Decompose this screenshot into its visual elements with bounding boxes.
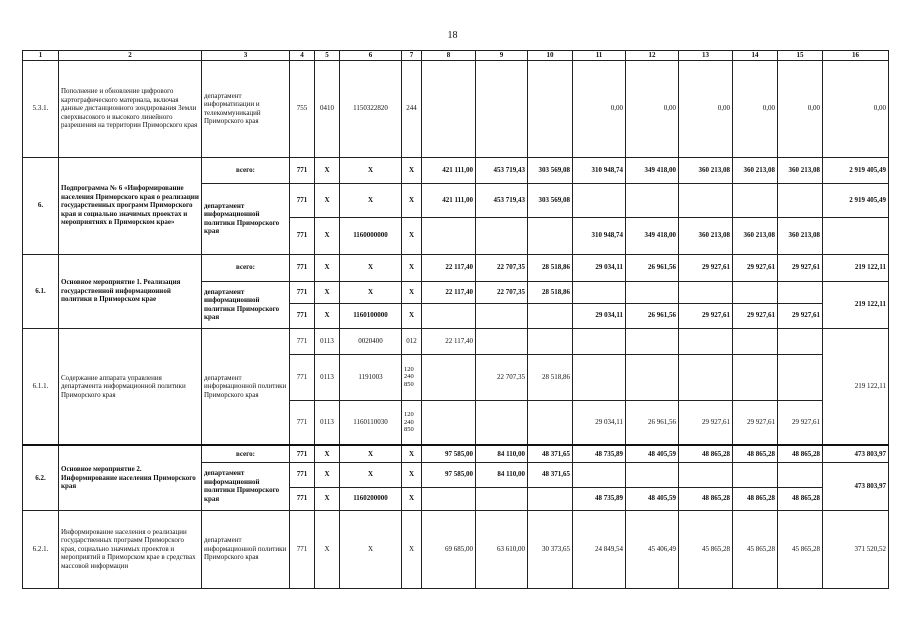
cell: 97 585,00 — [422, 462, 476, 487]
cell: X — [315, 445, 340, 462]
cell: 22 707,35 — [476, 254, 528, 281]
cell: X — [340, 157, 402, 183]
header-row — [23, 51, 889, 61]
cell: 48 405,59 — [626, 487, 679, 510]
cell: 30 373,65 — [528, 510, 573, 588]
cell — [733, 354, 778, 400]
header-cell: 11 — [573, 51, 626, 61]
cell: 48 371,65 — [528, 445, 573, 462]
cell — [476, 400, 528, 445]
cell: X — [402, 157, 422, 183]
cell: 421 111,00 — [422, 183, 476, 217]
cell: X — [402, 510, 422, 588]
cell: X — [315, 303, 340, 328]
cell — [626, 281, 679, 303]
cell: 771 — [290, 157, 315, 183]
cell: X — [315, 462, 340, 487]
row-dept: департамент информатизации и телекоммуникаций Приморского края — [202, 60, 290, 157]
cell — [528, 303, 573, 328]
cell: 48 735,89 — [573, 487, 626, 510]
cell: 371 520,52 — [823, 510, 889, 588]
row-name: Информирование населения о реализации государственных программ Приморского края, социально значимых проектов и мероприятий в Приморском крае в средствах массовой информации — [59, 510, 202, 588]
cell: X — [315, 183, 340, 217]
cell — [528, 217, 573, 254]
table-row — [23, 157, 889, 183]
cell — [679, 462, 733, 487]
cell: 24 849,54 — [573, 510, 626, 588]
cell: 29 927,61 — [733, 254, 778, 281]
cell: 0,00 — [823, 60, 889, 157]
header-cell: 1 — [23, 51, 59, 61]
cell: 771 — [290, 462, 315, 487]
cell — [778, 281, 823, 303]
cell: 012 — [402, 328, 422, 354]
table-row — [23, 445, 889, 462]
row-number: 6.2.1. — [23, 510, 59, 588]
cell: 48 865,28 — [778, 445, 823, 462]
row-dept: департамент информационной политики Приморского края — [202, 281, 290, 328]
header-cell: 7 — [402, 51, 422, 61]
cell: 771 — [290, 183, 315, 217]
table-row — [23, 328, 889, 354]
cell: 0113 — [315, 400, 340, 445]
cell: 0,00 — [778, 60, 823, 157]
cell: 48 405,59 — [626, 445, 679, 462]
cell: 48 371,65 — [528, 462, 573, 487]
cell — [573, 354, 626, 400]
cell — [422, 354, 476, 400]
total-label: всего: — [202, 445, 290, 462]
cell: X — [315, 487, 340, 510]
cell: 1191003 — [340, 354, 402, 400]
cell: 29 034,11 — [573, 254, 626, 281]
cell: 29 034,11 — [573, 400, 626, 445]
total-label: всего: — [202, 254, 290, 281]
cell — [733, 281, 778, 303]
cell — [733, 183, 778, 217]
cell: 771 — [290, 510, 315, 588]
header-cell: 8 — [422, 51, 476, 61]
cell: X — [340, 183, 402, 217]
cell: 755 — [290, 60, 315, 157]
cell — [422, 217, 476, 254]
cell: 421 111,00 — [422, 157, 476, 183]
cell: X — [402, 254, 422, 281]
row-dept: департамент информационной политики Приморского края — [202, 328, 290, 445]
cell: 45 865,28 — [778, 510, 823, 588]
header-cell: 3 — [202, 51, 290, 61]
cell: 22 117,40 — [422, 328, 476, 354]
cell: X — [402, 487, 422, 510]
cell: X — [315, 157, 340, 183]
cell: 29 927,61 — [778, 303, 823, 328]
cell: 120 240 850 — [402, 400, 422, 445]
cell: 26 961,56 — [626, 303, 679, 328]
cell: 771 — [290, 303, 315, 328]
cell: X — [340, 445, 402, 462]
cell: 1160110030 — [340, 400, 402, 445]
header-cell: 5 — [315, 51, 340, 61]
cell — [626, 462, 679, 487]
cell: X — [340, 510, 402, 588]
header-cell: 10 — [528, 51, 573, 61]
row-dept: департамент информационной политики Приморского края — [202, 183, 290, 254]
cell: 45 865,28 — [733, 510, 778, 588]
cell: 97 585,00 — [422, 445, 476, 462]
cell: 0020400 — [340, 328, 402, 354]
cell: 48 735,89 — [573, 445, 626, 462]
row-dept: департамент информационной политики Приморского края — [202, 510, 290, 588]
cell: 771 — [290, 281, 315, 303]
row-number: 6.2. — [23, 445, 59, 510]
cell: 29 927,61 — [733, 400, 778, 445]
cell: 0,00 — [679, 60, 733, 157]
cell: X — [340, 462, 402, 487]
cell: 48 865,28 — [679, 487, 733, 510]
cell: 453 719,43 — [476, 183, 528, 217]
cell: 28 518,86 — [528, 354, 573, 400]
cell — [778, 183, 823, 217]
cell: 360 213,08 — [778, 157, 823, 183]
cell: 29 927,61 — [679, 400, 733, 445]
header-cell: 12 — [626, 51, 679, 61]
cell: 29 927,61 — [778, 254, 823, 281]
header-cell: 2 — [59, 51, 202, 61]
row-name: Основное мероприятие 2. Информирование населения Приморского края — [59, 445, 202, 510]
cell: 0,00 — [733, 60, 778, 157]
header-cell: 16 — [823, 51, 889, 61]
cell: 22 707,35 — [476, 281, 528, 303]
cell — [626, 183, 679, 217]
cell: 2 919 405,49 — [823, 183, 889, 217]
cell: 0113 — [315, 354, 340, 400]
cell: 22 117,40 — [422, 254, 476, 281]
cell: 29 927,61 — [679, 254, 733, 281]
cell: X — [315, 510, 340, 588]
cell: 219 122,11 — [823, 328, 889, 445]
cell: X — [340, 281, 402, 303]
cell: 48 865,28 — [778, 487, 823, 510]
header-cell: 4 — [290, 51, 315, 61]
cell: 48 865,28 — [733, 487, 778, 510]
cell: X — [315, 281, 340, 303]
cell: 360 213,08 — [778, 217, 823, 254]
cell: 69 685,00 — [422, 510, 476, 588]
row-number: 5.3.1. — [23, 60, 59, 157]
cell: 2 919 405,49 — [823, 157, 889, 183]
cell: 473 803,97 — [823, 445, 889, 462]
header-cell: 13 — [679, 51, 733, 61]
cell: 219 122,11 — [823, 281, 889, 328]
cell: X — [315, 254, 340, 281]
table-row — [23, 510, 889, 588]
cell: 120 240 850 — [402, 354, 422, 400]
row-name: Содержание аппарата управления департамента информационной политики Приморского края — [59, 328, 202, 445]
row-number: 6.1. — [23, 254, 59, 328]
cell — [476, 217, 528, 254]
cell: 310 948,74 — [573, 157, 626, 183]
cell: 771 — [290, 217, 315, 254]
row-name: Подпрограмма № 6 «Информирование населения Приморского края о реализации государственных программ Приморского края и социально значимых проектах и мероприятиях в Приморском крае» — [59, 157, 202, 254]
cell: 771 — [290, 445, 315, 462]
cell: 303 569,08 — [528, 157, 573, 183]
cell: X — [402, 183, 422, 217]
table-row — [23, 60, 889, 157]
cell: X — [402, 281, 422, 303]
table-row — [23, 254, 889, 281]
cell — [528, 328, 573, 354]
cell: X — [402, 303, 422, 328]
cell: 28 518,86 — [528, 281, 573, 303]
cell: 29 034,11 — [573, 303, 626, 328]
cell — [733, 328, 778, 354]
cell: 349 418,00 — [626, 157, 679, 183]
cell: 771 — [290, 328, 315, 354]
cell: 473 803,97 — [823, 462, 889, 510]
cell: 360 213,08 — [679, 217, 733, 254]
cell: 1160200000 — [340, 487, 402, 510]
cell: 360 213,08 — [679, 157, 733, 183]
cell — [778, 462, 823, 487]
budget-table — [22, 50, 889, 589]
cell — [476, 60, 528, 157]
cell — [573, 462, 626, 487]
header-cell: 9 — [476, 51, 528, 61]
cell: 453 719,43 — [476, 157, 528, 183]
header-cell: 15 — [778, 51, 823, 61]
cell: 29 927,61 — [778, 400, 823, 445]
cell: 1150322820 — [340, 60, 402, 157]
cell — [778, 354, 823, 400]
row-name: Пополнение и обновление цифрового картографического материала, включая данные дистанционного зондирования Земли сверхвысокого и высокого линейного разрешения на территории Приморского края — [59, 60, 202, 157]
cell: 22 117,40 — [422, 281, 476, 303]
cell — [476, 487, 528, 510]
cell: 26 961,56 — [626, 254, 679, 281]
cell: 0410 — [315, 60, 340, 157]
cell: 771 — [290, 254, 315, 281]
cell: 29 927,61 — [733, 303, 778, 328]
cell: X — [402, 217, 422, 254]
cell — [679, 354, 733, 400]
cell — [679, 281, 733, 303]
total-label: всего: — [202, 157, 290, 183]
cell — [422, 303, 476, 328]
cell: 26 961,56 — [626, 400, 679, 445]
cell: 771 — [290, 487, 315, 510]
cell — [476, 303, 528, 328]
cell — [422, 400, 476, 445]
cell: 303 569,08 — [528, 183, 573, 217]
cell — [733, 462, 778, 487]
cell: X — [402, 445, 422, 462]
cell — [823, 217, 889, 254]
cell: 48 865,28 — [679, 445, 733, 462]
cell: 360 213,08 — [733, 217, 778, 254]
cell — [573, 183, 626, 217]
cell: 771 — [290, 400, 315, 445]
cell: 45 406,49 — [626, 510, 679, 588]
cell — [422, 487, 476, 510]
row-dept: департамент информационной политики Приморского края — [202, 462, 290, 510]
cell — [778, 328, 823, 354]
cell: X — [402, 462, 422, 487]
cell: 84 110,00 — [476, 462, 528, 487]
cell: 84 110,00 — [476, 445, 528, 462]
cell: 1160100000 — [340, 303, 402, 328]
cell — [626, 328, 679, 354]
cell: 45 865,28 — [679, 510, 733, 588]
cell: 48 865,28 — [733, 445, 778, 462]
cell: 29 927,61 — [679, 303, 733, 328]
cell: 219 122,11 — [823, 254, 889, 281]
cell: 349 418,00 — [626, 217, 679, 254]
cell — [679, 183, 733, 217]
cell — [422, 60, 476, 157]
cell: 0,00 — [626, 60, 679, 157]
cell — [679, 328, 733, 354]
cell: 360 213,08 — [733, 157, 778, 183]
cell — [528, 60, 573, 157]
cell: 0113 — [315, 328, 340, 354]
cell — [528, 487, 573, 510]
header-cell: 14 — [733, 51, 778, 61]
cell — [528, 400, 573, 445]
row-number: 6.1.1. — [23, 328, 59, 445]
cell: 310 948,74 — [573, 217, 626, 254]
cell: 0,00 — [573, 60, 626, 157]
cell — [573, 328, 626, 354]
cell: 771 — [290, 354, 315, 400]
cell — [476, 328, 528, 354]
row-number: 6. — [23, 157, 59, 254]
cell — [626, 354, 679, 400]
row-name: Основное мероприятие 1. Реализация государственной информационной политики в Приморском крае — [59, 254, 202, 328]
header-cell: 6 — [340, 51, 402, 61]
page-number: 18 — [447, 30, 458, 41]
cell — [573, 281, 626, 303]
cell: 1160000000 — [340, 217, 402, 254]
cell: X — [340, 254, 402, 281]
cell: 63 610,00 — [476, 510, 528, 588]
cell: 244 — [402, 60, 422, 157]
cell: 28 518,86 — [528, 254, 573, 281]
cell: 22 707,35 — [476, 354, 528, 400]
cell: X — [315, 217, 340, 254]
